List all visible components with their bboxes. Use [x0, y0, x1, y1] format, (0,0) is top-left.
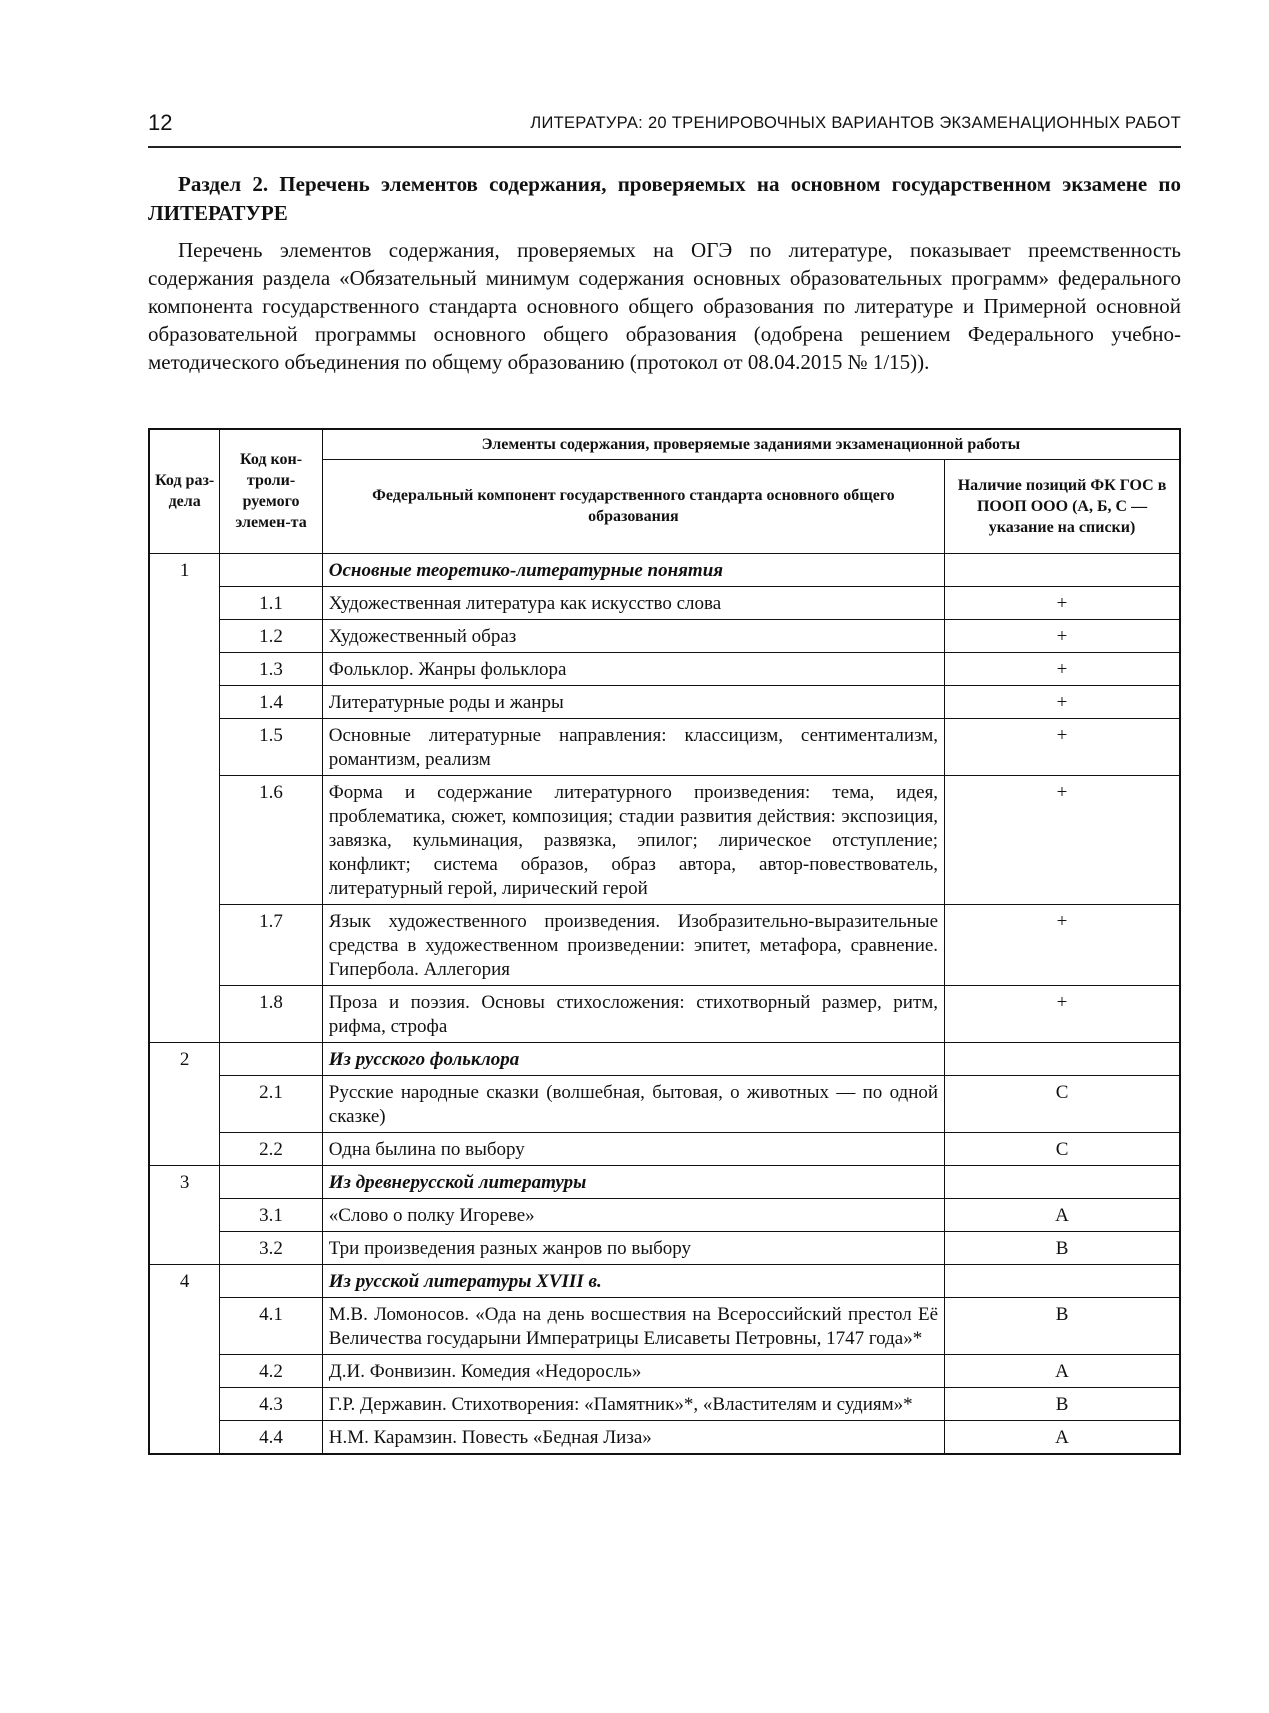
element-description: Русские народные сказки (волшебная, бытовая, о животных — по одной сказке) — [322, 1075, 944, 1132]
empty-cell — [945, 553, 1180, 586]
presence-mark: + — [945, 619, 1180, 652]
element-description: Н.М. Карамзин. Повесть «Бедная Лиза» — [322, 1420, 944, 1454]
element-code: 1.1 — [220, 586, 322, 619]
element-code: 1.4 — [220, 685, 322, 718]
section-topic: Из древнерусской литературы — [322, 1165, 944, 1198]
element-code: 1.3 — [220, 652, 322, 685]
element-description: Три произведения разных жанров по выбору — [322, 1231, 944, 1264]
element-code: 1.5 — [220, 718, 322, 775]
presence-mark: А — [945, 1420, 1180, 1454]
table-row — [149, 1420, 1180, 1454]
element-code: 4.1 — [220, 1297, 322, 1354]
header-element-code: Код кон-троли-руемого элемен-та — [220, 429, 322, 553]
table-row — [149, 1354, 1180, 1387]
empty-cell — [945, 1165, 1180, 1198]
element-code: 1.7 — [220, 904, 322, 985]
table-row — [149, 1297, 1180, 1354]
element-description: Форма и содержание литературного произведения: тема, идея, проблематика, сюжет, композиция; стадии развития действия: экспозиция, завязка, кульминация, развязка, эпилог; лирическое отступление; конфликт; система образов, образ автора, автор-повествователь, литературный герой, лирический герой — [322, 775, 944, 904]
element-description: Г.Р. Державин. Стихотворения: «Памятник»*, «Властителям и судиям»* — [322, 1387, 944, 1420]
section-code: 4 — [149, 1264, 220, 1454]
table-row — [149, 1231, 1180, 1264]
presence-mark: В — [945, 1231, 1180, 1264]
presence-mark: + — [945, 586, 1180, 619]
element-code: 3.1 — [220, 1198, 322, 1231]
element-code: 2.1 — [220, 1075, 322, 1132]
header-group: Элементы содержания, проверяемые заданиями экзаменационной работы — [322, 429, 1180, 459]
element-description: «Слово о полку Игореве» — [322, 1198, 944, 1231]
presence-mark: + — [945, 775, 1180, 904]
element-description: Одна былина по выбору — [322, 1132, 944, 1165]
running-title: ЛИТЕРАТУРА: 20 ТРЕНИРОВОЧНЫХ ВАРИАНТОВ ЭКЗАМЕНАЦИОННЫХ РАБОТ — [530, 114, 1181, 132]
element-description: Литературные роды и жанры — [322, 685, 944, 718]
element-code: 1.2 — [220, 619, 322, 652]
table-row — [149, 985, 1180, 1042]
element-description: Проза и поэзия. Основы стихосложения: стихотворный размер, ритм, рифма, строфа — [322, 985, 944, 1042]
element-description: Художественный образ — [322, 619, 944, 652]
empty-cell — [220, 1042, 322, 1075]
element-description: Основные литературные направления: классицизм, сентиментализм, романтизм, реализм — [322, 718, 944, 775]
empty-cell — [220, 553, 322, 586]
section-row — [149, 1165, 1180, 1198]
header-section-code: Код раз-дела — [149, 429, 220, 553]
element-description: Фольклор. Жанры фольклора — [322, 652, 944, 685]
presence-mark: + — [945, 685, 1180, 718]
section-topic: Из русской литературы XVIII в. — [322, 1264, 944, 1297]
section-row — [149, 1264, 1180, 1297]
section-row — [149, 1042, 1180, 1075]
empty-cell — [220, 1165, 322, 1198]
element-description: Художественная литература как искусство слова — [322, 586, 944, 619]
presence-mark: + — [945, 652, 1180, 685]
empty-cell — [945, 1042, 1180, 1075]
presence-mark: А — [945, 1354, 1180, 1387]
table-row — [149, 775, 1180, 904]
element-code: 4.3 — [220, 1387, 322, 1420]
section-topic: Основные теоретико-литературные понятия — [322, 553, 944, 586]
section-row — [149, 553, 1180, 586]
presence-mark: + — [945, 904, 1180, 985]
element-description: Д.И. Фонвизин. Комедия «Недоросль» — [322, 1354, 944, 1387]
element-code: 2.2 — [220, 1132, 322, 1165]
empty-cell — [220, 1264, 322, 1297]
section-title: Раздел 2. Перечень элементов содержания, проверяемых на основном государственном экзамене по ЛИТЕРАТУРЕ — [148, 172, 1181, 225]
header-presence: Наличие позиций ФК ГОС в ПООП ООО (А, Б, С — указание на списки) — [945, 459, 1180, 553]
header-fk: Федеральный компонент государственного стандарта основного общего образования — [322, 459, 944, 553]
presence-mark: С — [945, 1132, 1180, 1165]
empty-cell — [945, 1264, 1180, 1297]
element-code: 4.2 — [220, 1354, 322, 1387]
table-row — [149, 904, 1180, 985]
table-row — [149, 685, 1180, 718]
table-row — [149, 652, 1180, 685]
intro-paragraph: Перечень элементов содержания, проверяемых на ОГЭ по литературе, показывает преемственность содержания раздела «Обязательный минимум содержания основных образовательных программ» федерального компонента государственного стандарта основного общего образования по литературе и Примерной основной образовательной программы основного общего образования (одобрена решением Федерального учебно-методического объединения по общему образованию (протокол от 08.04.2015 № 1/15)). — [148, 238, 1181, 374]
section-topic: Из русского фольклора — [322, 1042, 944, 1075]
section-code: 2 — [149, 1042, 220, 1165]
section-code: 3 — [149, 1165, 220, 1264]
element-code: 4.4 — [220, 1420, 322, 1454]
presence-mark: В — [945, 1297, 1180, 1354]
element-code: 1.8 — [220, 985, 322, 1042]
presence-mark: + — [945, 718, 1180, 775]
page-number: 12 — [148, 110, 173, 135]
table-row — [149, 619, 1180, 652]
table-row — [149, 586, 1180, 619]
table-body — [149, 553, 1180, 1454]
table-row — [149, 718, 1180, 775]
presence-mark: В — [945, 1387, 1180, 1420]
element-code: 1.6 — [220, 775, 322, 904]
section-code: 1 — [149, 553, 220, 1042]
presence-mark: + — [945, 985, 1180, 1042]
content-elements-table — [148, 428, 1181, 1455]
page-header — [148, 108, 1181, 148]
element-description: М.В. Ломоносов. «Ода на день восшествия на Всероссийский престол Её Величества государыни Императрицы Елисаветы Петровны, 1747 года»* — [322, 1297, 944, 1354]
element-description: Язык художественного произведения. Изобразительно-выразительные средства в художественном произведении: эпитет, метафора, сравнение. Гипербола. Аллегория — [322, 904, 944, 985]
table-row — [149, 1387, 1180, 1420]
element-code: 3.2 — [220, 1231, 322, 1264]
presence-mark: С — [945, 1075, 1180, 1132]
table-row — [149, 1198, 1180, 1231]
table-row — [149, 1075, 1180, 1132]
table-row — [149, 1132, 1180, 1165]
presence-mark: А — [945, 1198, 1180, 1231]
